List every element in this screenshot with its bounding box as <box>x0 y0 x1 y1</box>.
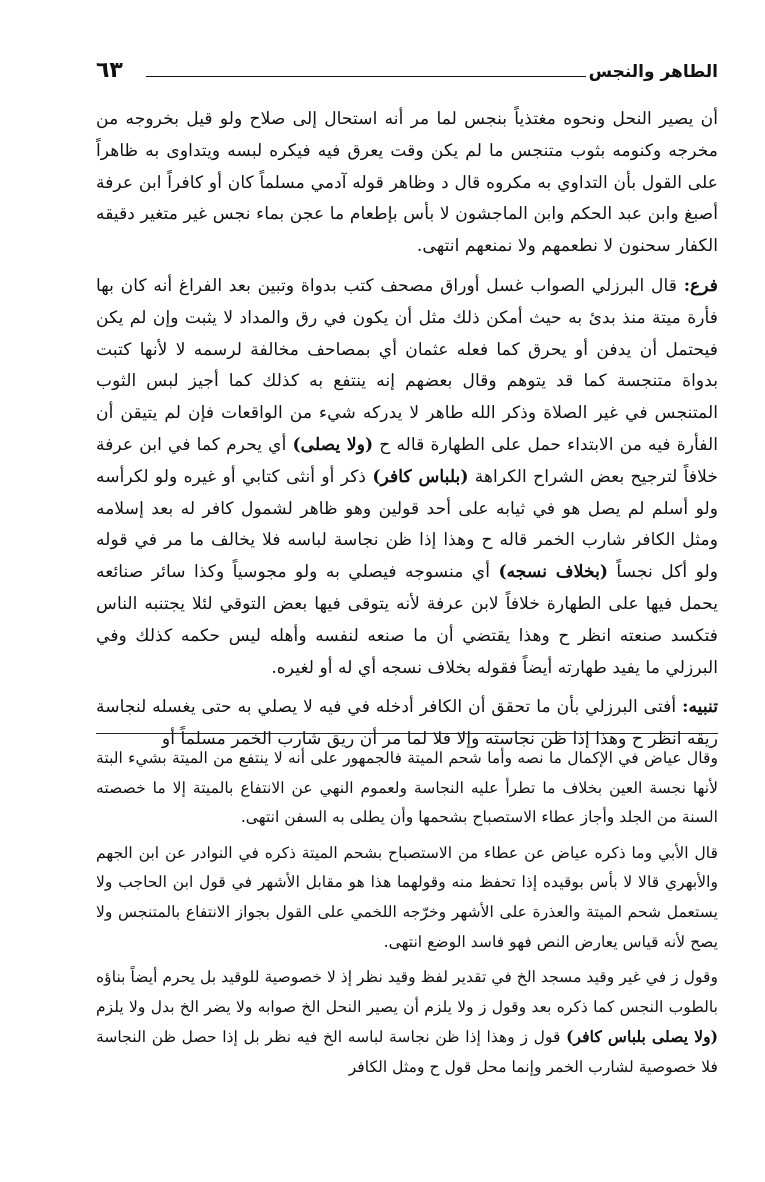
footnote-1-text: وقال عياض في الإكمال ما نصه وأما شحم الميتة فالجمهور على أنه لا ينتفع من الميتة بشيء البتة لأنها نجسة العين بخلاف ما تطرأ عليه النجاسة ولعموم النهي عن الانتفاع بالميتة إلا ما خصصته السنة من الجلد وأجاز عطاء الاستصباح بشحمها وأن يطلى به السفن انتهى. <box>96 749 718 827</box>
paragraph-1 <box>96 104 718 263</box>
footnote-3-text-c: قول ز وهذا إذا ظن نجاسة لباسه الخ فيه نظر بل إذا حصل ظن النجاسة فلا خصوصية لشارب الخمر وإنما محل قول ح ومثل الكافر <box>96 1028 718 1076</box>
footnote-3 <box>96 963 718 1082</box>
page-header <box>96 56 718 96</box>
paragraph-far <box>96 271 718 684</box>
footnote-2 <box>96 839 718 957</box>
matn-quote-3: (بخلاف نسجه) <box>498 562 608 583</box>
paragraph-far-text-e: أي منسوجه فيصلي به ولو مجوسياً وكذا سائر صنائعه يحمل فيها على الطهارة خلافاً لابن عرفة لأنه يتوقى فيها بعض التوقي لئلا يجتنبه الناس فتكسد صنعته انظر ح وهذا يقتضي أن ما صنعه لنفسه وأهله ليس حكمه كذلك وفي البرزلي ما يفيد طهارته أيضاً فقوله بخلاف نسجه أي له أو لغيره. <box>96 562 718 678</box>
header-rule <box>146 76 586 77</box>
footnote-1 <box>96 744 718 833</box>
paragraph-far-text-d: ذكر أو أنثى كتابي أو غيره ولو لكرأسه ولو أسلم لم يصل هو في ثيابه على أحد قولين وهو ظاهر لشمول كافر له بعد إسلامه ومثل الكافر شارب الخمر قاله ح وهذا إذا ظن نجاسة لباسه فلا يخالف ما مر في قوله ولو أكل نجساً <box>96 466 719 583</box>
page-number: ٦٣ <box>96 58 123 83</box>
running-title: الطاهر والنجس <box>588 62 718 82</box>
matn-quote-1: (ولا يصلى) <box>292 434 374 455</box>
footnote-2-text: قال الأبي وما ذكره عياض عن عطاء من الاستصباح بشحم الميتة ذكره في النوادر عن ابن الجهم والأبهري قالا لا بأس بوقيده إذا تحفظ منه وقولهما هذا هو مقابل الأشهر في قول ابن الحاجب ولا يستعمل شحم الميتة والعذرة على الأشهر وخرّجه اللخمي على القول بجواز الانتفاع بالمتنجس ولا يصح لأنه قياس يعارض النص فهو فاسد الوضع انتهى. <box>96 843 718 951</box>
far-heading: فرع: <box>683 275 718 296</box>
paragraph-far-text-c: أي يحرم كما في ابن عرفة خلافاً لترجيح بعض الشراح الكراهة <box>96 434 718 487</box>
main-text <box>96 104 718 756</box>
paragraph-tanbih-text: أفتى البرزلي بأن ما تحقق أن الكافر أدخله في فيه لا يصلي به حتى يغسله لنجاسة ريقه انظر ح وهذا إذا ظن نجاسته وإلا فلا لما مر أن ريق شارب الخمر مسلماً أو <box>96 697 718 750</box>
footnotes <box>96 744 718 1089</box>
footnote-matn-quote: (ولا يصلى بلباس كافر) <box>566 1027 718 1047</box>
footnote-3-text-a: وقول ز في غير وقيد مسجد الخ في تقدير لفظ وقيد نظر إذ لا خصوصية للوقيد بل يحرم أيضاً بناؤه بالطوب النجس كما ذكره بعد وقول ز ولا يلزم أن يصير النحل الخ صوابه ولا يضر الخ بدل ولا يلزم <box>96 968 718 1016</box>
paragraph-far-text-a: قال البرزلي الصواب غسل أوراق مصحف كتب بدواة وتبين بعد الفراغ أنه كان بها فأرة ميتة منذ بدئ به حيث أمكن ذلك مثل أن يكون في رق والمداد لا يثبت وإن لم يكن فيحتمل أن يدفن أو يحرق كما فعله عثمان أي بمصاحف مخالفة لرسمه لا لأنها كتبت بدواة متنجسة كما قد يتوهم وقال بعضهم إنه ينتفع به كذلك كما أجيز لبس الثوب المتنجس في غير الصلاة وذكر الله طاهر لا يدركه شيء من الواقعات فإن لم يتيقن أن الفأرة فيه من الابتداء حمل على الطهارة قاله ح <box>96 275 718 455</box>
footnote-separator <box>96 733 718 734</box>
matn-quote-2: (بلباس كافر) <box>372 466 469 487</box>
paragraph-1-text: أن يصير النحل ونحوه مغتذياً بنجس لما مر أنه استحال إلى صلاح ولو قيل بخروجه من مخرجه وكنومه بثوب متنجس ما لم يكن وقت يعرق فيه فيكره لبسه ويتداوى به ظاهراً على القول بأن التداوي به مكروه قال د وظاهر قوله آدمي مسلماً كان أو كافراً ابن عرفة أصبغ وابن عبد الحكم وابن الماجشون لا بأس بإطعام ما عجن بماء نجس غير متغير دقيقه الكفار سحنون لا نطعمهم ولا نمنعهم انتهى. <box>96 109 718 257</box>
tanbih-heading: تنبيه: <box>682 697 718 718</box>
book-page <box>96 56 718 1136</box>
